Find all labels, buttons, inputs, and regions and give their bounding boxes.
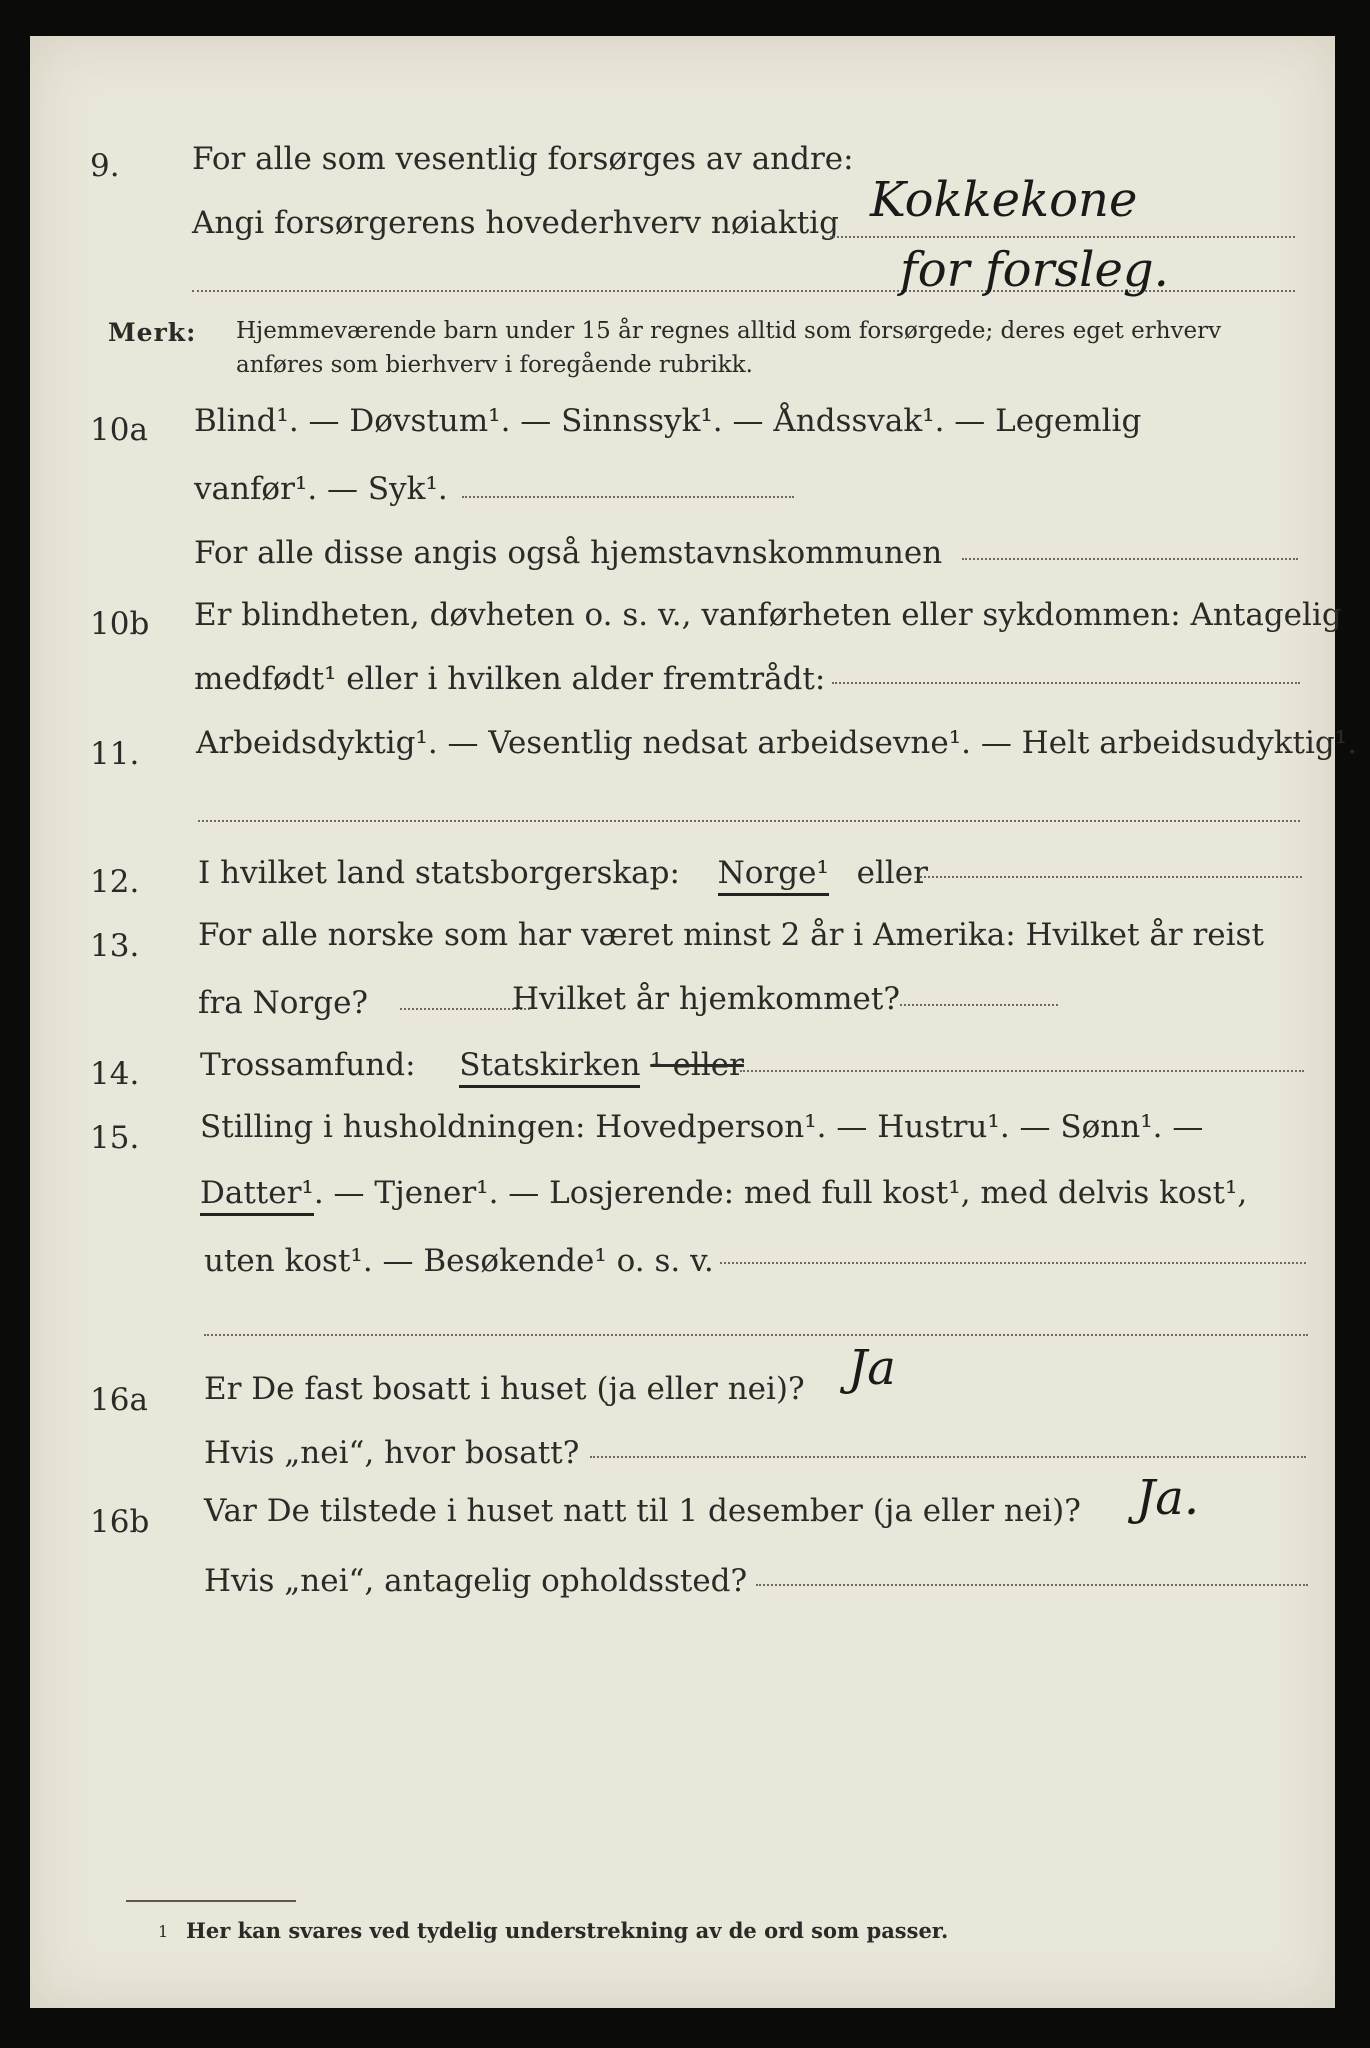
q13-line1: For alle norske som har været minst 2 år i Amerika: Hvilket år reist <box>198 917 1264 953</box>
q15-selected-position: Datter¹ <box>200 1175 314 1216</box>
footnote-mark: 1 <box>158 1922 169 1941</box>
q12-number: 12. <box>90 864 140 900</box>
q16b-line2: Hvis „nei“, antagelig opholdssted? <box>204 1563 748 1599</box>
q11-answer-line <box>198 820 1300 822</box>
q13-year-returned-line <box>900 1004 1058 1006</box>
footnote-text: Her kan svares ved tydelig understrekning av de ord som passer. <box>186 1918 949 1943</box>
q11-number: 11. <box>90 736 140 772</box>
q9-line2: Angi forsørgerens hovederhverv nøiaktig <box>192 205 839 241</box>
q10a-line1: Blind¹. — Døvstum¹. — Sinnssyk¹. — Åndssvak¹. — Legemlig <box>194 403 1142 439</box>
merk-line2: anføres som bierhverv i foregående rubrikk. <box>236 352 753 378</box>
q11-line1: Arbeidsdyktig¹. — Vesentlig nedsat arbeidsevne¹. — Helt arbeidsudyktig¹. <box>196 725 1358 761</box>
q15-line1: Stilling i husholdningen: Hovedperson¹. — Hustru¹. — Sønn¹. — <box>200 1109 1204 1145</box>
q15-line3: uten kost¹. — Besøkende¹ o. s. v. <box>204 1243 714 1279</box>
q13-year-left-line <box>400 1008 530 1010</box>
q16b-answer-line <box>756 1584 1308 1586</box>
q10b-number: 10b <box>90 606 150 642</box>
q12-answer-line <box>920 876 1302 878</box>
q10a-answer-line <box>462 496 794 498</box>
q9-answer-line <box>830 236 1295 238</box>
q15-answer-line-2 <box>204 1334 1308 1336</box>
q16a-answer-line <box>590 1456 1306 1458</box>
q10b-answer-line <box>832 682 1300 684</box>
q10a-line3: For alle disse angis også hjemstavnskommunen <box>194 535 943 571</box>
q16a-line2: Hvis „nei“, hvor bosatt? <box>204 1435 580 1471</box>
q10a-line2: vanfør¹. — Syk¹. <box>194 471 448 507</box>
merk-label: Merk: <box>108 318 197 347</box>
q15-number: 15. <box>90 1120 140 1156</box>
merk-line1: Hjemmeværende barn under 15 år regnes alltid som forsørgede; deres eget erhverv <box>236 318 1222 344</box>
q14-struck-option: ¹ eller <box>650 1047 744 1083</box>
q15-line2-rest: . — Tjener¹. — Losjerende: med full kost¹, med delvis kost¹, <box>313 1175 1248 1211</box>
q16a-handwritten-answer: Ja <box>848 1340 896 1396</box>
q12-suffix: eller <box>856 855 928 891</box>
q14-number: 14. <box>90 1056 140 1092</box>
q12-selected-country: Norge¹ <box>718 855 829 896</box>
q16a-number: 16a <box>90 1382 148 1418</box>
q12-prefix: I hvilket land statsborgerskap: <box>198 855 680 891</box>
q10a-answer-line-2 <box>962 558 1298 560</box>
q10b-line1: Er blindheten, døvheten o. s. v., vanførheten eller sykdommen: Antagelig <box>194 597 1342 633</box>
q9-line1: For alle som vesentlig forsørges av andre: <box>192 141 854 177</box>
q16b-line1: Var De tilstede i huset natt til 1 desember (ja eller nei)? <box>204 1493 1081 1529</box>
q15-answer-line <box>720 1262 1306 1264</box>
q13-number: 13. <box>90 928 140 964</box>
q14-prefix: Trossamfund: <box>200 1047 416 1083</box>
footnote-rule <box>126 1900 296 1902</box>
q16b-handwritten-answer: Ja. <box>1136 1470 1200 1526</box>
q14-line <box>200 1047 744 1083</box>
q14-answer-line <box>740 1070 1304 1072</box>
q12-line <box>198 855 928 891</box>
q15-line2 <box>200 1175 1248 1211</box>
q9-number: 9. <box>90 148 120 184</box>
q13-line2a: fra Norge? <box>198 985 369 1021</box>
q16b-number: 16b <box>90 1504 150 1540</box>
q16a-line1: Er De fast bosatt i huset (ja eller nei)? <box>204 1371 805 1407</box>
q13-line2b: Hvilket år hjemkommet? <box>512 981 900 1017</box>
q14-selected-denomination: Statskirken <box>459 1047 640 1088</box>
q10b-line2: medfødt¹ eller i hvilken alder fremtrådt: <box>194 661 826 697</box>
q9-handwritten-occupation-2: for forsleg. <box>900 242 1169 298</box>
q9-handwritten-occupation: Kokkekone <box>870 172 1138 228</box>
q10a-number: 10a <box>90 412 148 448</box>
